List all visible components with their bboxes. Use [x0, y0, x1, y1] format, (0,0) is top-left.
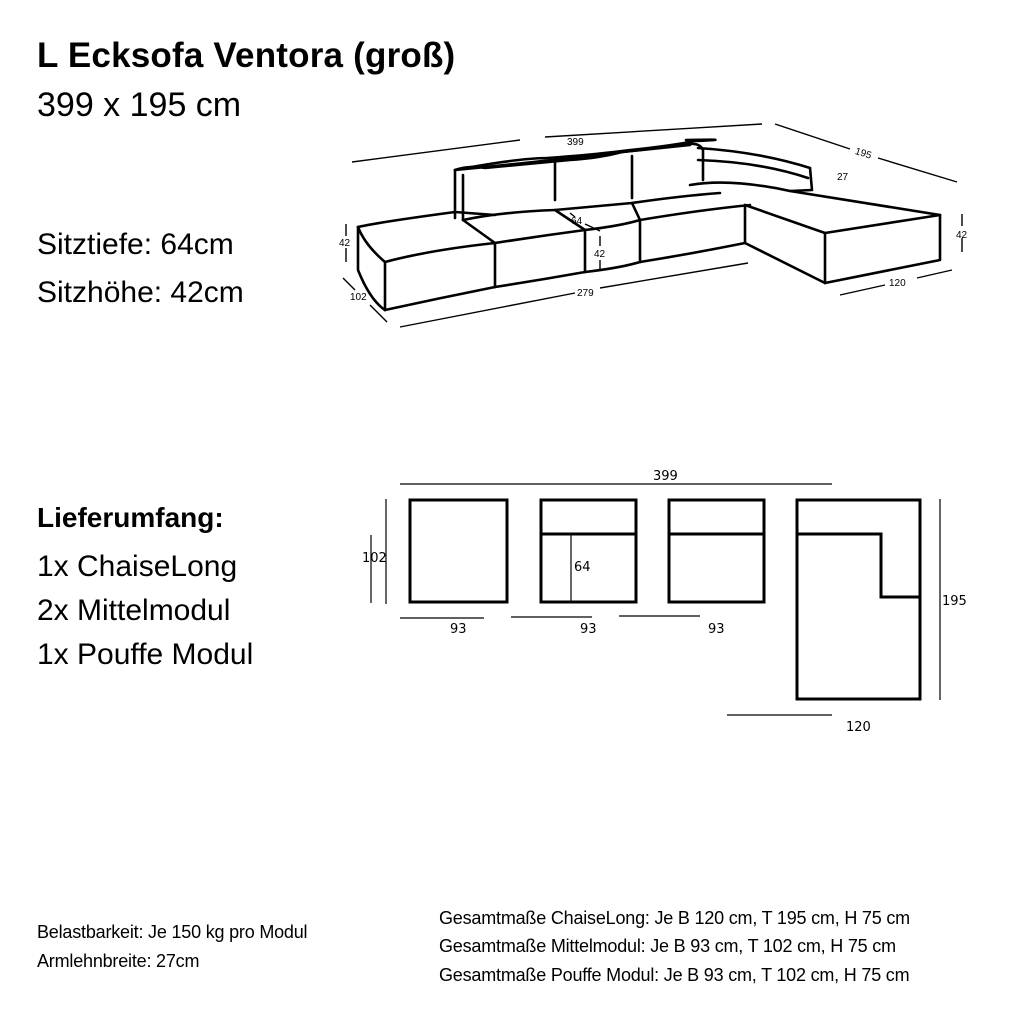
- seat-height-spec: Sitzhöhe: 42cm: [37, 276, 244, 309]
- dim-front-length: 279: [577, 288, 594, 299]
- dim-right-height: 42: [956, 230, 968, 241]
- dim-chaise-width: 120: [889, 278, 906, 289]
- load-capacity: Belastbarkeit: Je 150 kg pro Modul: [37, 922, 308, 942]
- plan-width-middle-1: 93: [580, 622, 597, 637]
- dimensions-pouffe: Gesamtmaße Pouffe Modul: Je B 93 cm, T 102 cm, H 75 cm: [439, 965, 910, 985]
- armrest-width: Armlehnbreite: 27cm: [37, 951, 200, 971]
- delivery-heading: Lieferumfang:: [37, 502, 224, 533]
- dim-left-height: 42: [339, 238, 351, 249]
- product-title: L Ecksofa Ventora (groß): [37, 36, 456, 75]
- dimensions-chaiselong: Gesamtmaße ChaiseLong: Je B 120 cm, T 195 cm, H 75 cm: [439, 908, 910, 928]
- plan-width-pouffe: 93: [450, 622, 467, 637]
- delivery-item-mittelmodul: 2x Mittelmodul: [37, 594, 231, 627]
- delivery-item-chaiselong: 1x ChaiseLong: [37, 550, 238, 583]
- dimensions-mittelmodul: Gesamtmaße Mittelmodul: Je B 93 cm, T 102 cm, H 75 cm: [439, 936, 896, 956]
- plan-width-middle-2: 93: [708, 622, 725, 637]
- delivery-item-pouffe: 1x Pouffe Modul: [37, 638, 254, 671]
- dim-armrest: 27: [837, 172, 849, 183]
- dim-seat-depth: 64: [571, 216, 583, 227]
- plan-total-width: 399: [653, 469, 678, 484]
- plan-seat-depth: 64: [574, 560, 591, 575]
- dim-total-depth: 195: [853, 146, 873, 162]
- seat-depth-spec: Sitztiefe: 64cm: [37, 228, 234, 261]
- dim-module-depth: 102: [350, 292, 367, 303]
- dim-total-width: 399: [567, 137, 584, 148]
- product-dimensions: 399 x 195 cm: [37, 86, 242, 124]
- plan-module-depth: 102: [362, 551, 387, 566]
- plan-chaise-depth: 195: [942, 594, 967, 609]
- dim-seat-height: 42: [594, 249, 606, 260]
- plan-width-chaise: 120: [846, 720, 871, 735]
